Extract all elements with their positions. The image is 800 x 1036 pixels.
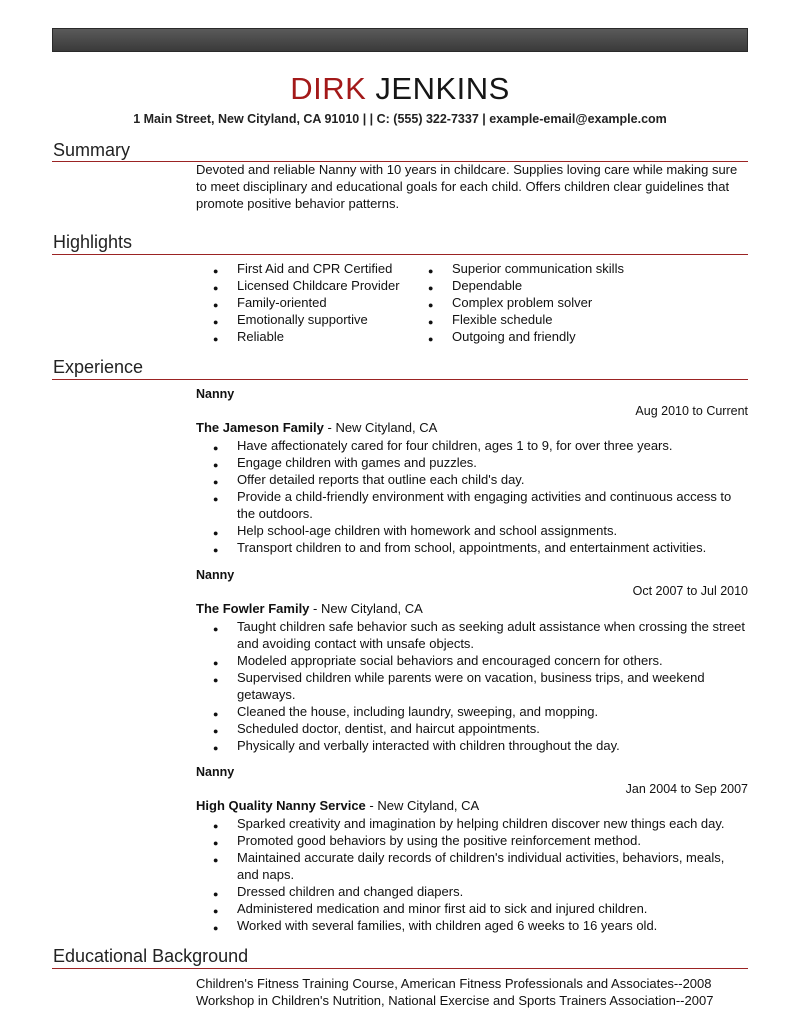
list-item xyxy=(213,737,748,754)
list-item-text: Transport children to and from school, appointments, and entertainment activities. xyxy=(237,540,707,555)
list-item xyxy=(213,488,748,522)
list-item-text: Physically and verbally interacted with children throughout the day. xyxy=(237,738,620,753)
summary-text: Devoted and reliable Nanny with 10 years in childcare. Supplies loving care while making sure to meet disciplinary and educational goals for each child. Offers children clear guidelines that promote positive behavior patterns. xyxy=(196,162,738,211)
list-item xyxy=(428,311,624,328)
contact-line: 1 Main Street, New Cityland, CA 91010 | | C: (555) 322-7337 | example-email@example.com xyxy=(133,112,667,126)
bullet-icon: ● xyxy=(213,889,219,899)
employer-location: - New Cityland, CA xyxy=(323,420,438,435)
highlights-right-list xyxy=(428,260,624,345)
job-duties-list xyxy=(213,815,748,934)
bullet-icon: ● xyxy=(213,477,219,487)
list-item-text: Dependable xyxy=(452,278,523,293)
bullet-icon: ● xyxy=(213,300,219,310)
section-rule xyxy=(52,379,748,380)
job-title: Nanny xyxy=(196,387,235,401)
list-item-text: Family-oriented xyxy=(237,295,327,310)
list-item xyxy=(213,900,748,917)
list-item xyxy=(213,539,748,556)
list-item xyxy=(213,454,748,471)
bullet-icon: ● xyxy=(213,658,219,668)
list-item xyxy=(213,311,400,328)
bullet-icon: ● xyxy=(213,838,219,848)
list-item-text: Provide a child-friendly environment with engaging activities and continuous access to the outdoors. xyxy=(237,489,732,521)
job-dates: Oct 2007 to Jul 2010 xyxy=(632,584,748,598)
bullet-icon: ● xyxy=(213,545,219,555)
bullet-icon: ● xyxy=(213,334,219,344)
section-title-education: Educational Background xyxy=(53,946,249,966)
section-title-summary: Summary xyxy=(53,140,131,160)
bullet-icon: ● xyxy=(428,283,434,293)
list-item-text: Supervised children while parents were on vacation, business trips, and weekend getaways. xyxy=(237,670,705,702)
list-item xyxy=(213,703,748,720)
list-item-text: First Aid and CPR Certified xyxy=(237,261,393,276)
header-bar xyxy=(52,28,748,52)
job-dates: Aug 2010 to Current xyxy=(635,404,748,418)
last-name: JENKINS xyxy=(375,71,510,106)
list-item xyxy=(213,849,748,883)
list-item xyxy=(213,618,748,652)
bullet-icon: ● xyxy=(213,494,219,504)
job-employer-line xyxy=(196,798,479,813)
bullet-icon: ● xyxy=(428,334,434,344)
bullet-icon: ● xyxy=(213,460,219,470)
list-item xyxy=(428,328,624,345)
section-title-highlights: Highlights xyxy=(53,232,133,252)
bullet-icon: ● xyxy=(213,528,219,538)
employer-name: The Jameson Family xyxy=(196,420,324,435)
list-item-text: Licensed Childcare Provider xyxy=(237,278,400,293)
job-title: Nanny xyxy=(196,765,235,779)
list-item-text: Reliable xyxy=(237,329,284,344)
list-item-text: Help school-age children with homework and school assignments. xyxy=(237,523,618,538)
bullet-icon: ● xyxy=(213,443,219,453)
list-item xyxy=(213,669,748,703)
list-item xyxy=(213,260,400,277)
list-item-text: Promoted good behaviors by using the positive reinforcement method. xyxy=(237,833,641,848)
section-title-experience: Experience xyxy=(53,357,144,377)
bullet-icon: ● xyxy=(213,855,219,865)
bullet-icon: ● xyxy=(213,266,219,276)
list-item xyxy=(428,260,624,277)
job-title: Nanny xyxy=(196,568,235,582)
list-item xyxy=(213,522,748,539)
list-item-text: Worked with several families, with children aged 6 weeks to 16 years old. xyxy=(237,918,658,933)
bullet-icon: ● xyxy=(213,317,219,327)
list-item xyxy=(213,917,748,934)
job-duties-list xyxy=(213,437,748,556)
list-item xyxy=(428,277,624,294)
list-item xyxy=(213,277,400,294)
list-item-text: Complex problem solver xyxy=(452,295,593,310)
employer-name: The Fowler Family xyxy=(196,601,310,616)
list-item xyxy=(213,294,400,311)
list-item-text: Emotionally supportive xyxy=(237,312,368,327)
list-item-text: Offer detailed reports that outline each child's day. xyxy=(237,472,525,487)
job-duties-list xyxy=(213,618,748,754)
list-item xyxy=(213,437,748,454)
bullet-icon: ● xyxy=(428,317,434,327)
employer-location: - New Cityland, CA xyxy=(365,798,480,813)
list-item-text: Taught children safe behavior such as seeking adult assistance when crossing the street and avoiding contact with unsafe objects. xyxy=(237,619,746,651)
job-dates: Jan 2004 to Sep 2007 xyxy=(625,782,748,796)
bullet-icon: ● xyxy=(428,266,434,276)
list-item xyxy=(213,328,400,345)
list-item-text: Cleaned the house, including laundry, sweeping, and mopping. xyxy=(237,704,599,719)
list-item xyxy=(213,883,748,900)
list-item xyxy=(428,294,624,311)
list-item-text: Outgoing and friendly xyxy=(452,329,576,344)
education-item: Workshop in Children's Nutrition, National Exercise and Sports Trainers Association--2007 xyxy=(196,993,714,1008)
first-name: DIRK xyxy=(290,71,367,106)
list-item-text: Administered medication and minor first aid to sick and injured children. xyxy=(237,901,648,916)
list-item xyxy=(213,815,748,832)
bullet-icon: ● xyxy=(213,743,219,753)
education-item: Children's Fitness Training Course, American Fitness Professionals and Associates--2008 xyxy=(196,976,712,991)
list-item-text: Superior communication skills xyxy=(452,261,624,276)
employer-location: - New Cityland, CA xyxy=(309,601,423,616)
bullet-icon: ● xyxy=(213,709,219,719)
list-item-text: Maintained accurate daily records of children's individual activities, behaviors, meals, and naps. xyxy=(237,850,725,882)
section-rule xyxy=(52,254,748,255)
section-rule xyxy=(52,968,748,969)
bullet-icon: ● xyxy=(213,624,219,634)
list-item xyxy=(213,652,748,669)
list-item-text: Flexible schedule xyxy=(452,312,553,327)
list-item-text: Sparked creativity and imagination by helping children discover new things each day. xyxy=(237,816,725,831)
list-item-text: Engage children with games and puzzles. xyxy=(237,455,477,470)
bullet-icon: ● xyxy=(213,821,219,831)
job-employer-line xyxy=(196,601,423,616)
bullet-icon: ● xyxy=(213,726,219,736)
bullet-icon: ● xyxy=(428,300,434,310)
list-item xyxy=(213,720,748,737)
list-item-text: Modeled appropriate social behaviors and encouraged concern for others. xyxy=(237,653,663,668)
highlights-left-list xyxy=(213,260,400,345)
job-employer-line xyxy=(196,420,437,435)
bullet-icon: ● xyxy=(213,923,219,933)
list-item xyxy=(213,832,748,849)
employer-name: High Quality Nanny Service xyxy=(196,798,366,813)
candidate-name xyxy=(0,70,800,108)
list-item-text: Scheduled doctor, dentist, and haircut appointments. xyxy=(237,721,540,736)
list-item-text: Dressed children and changed diapers. xyxy=(237,884,464,899)
list-item xyxy=(213,471,748,488)
bullet-icon: ● xyxy=(213,675,219,685)
bullet-icon: ● xyxy=(213,283,219,293)
list-item-text: Have affectionately cared for four children, ages 1 to 9, for over three years. xyxy=(237,438,673,453)
bullet-icon: ● xyxy=(213,906,219,916)
